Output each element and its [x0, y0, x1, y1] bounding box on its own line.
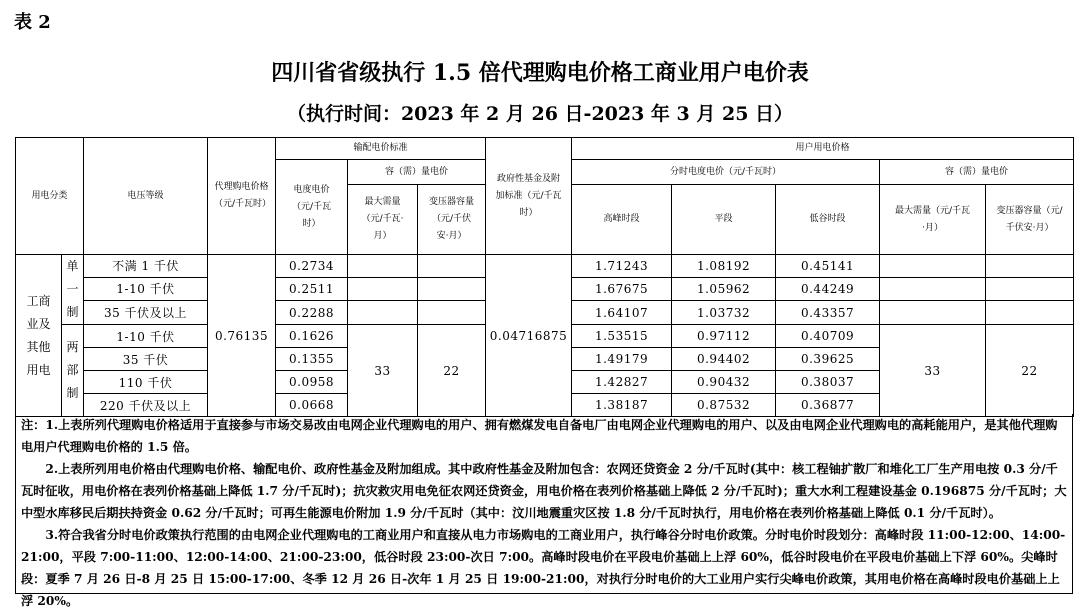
max-demand-value: 33 — [348, 325, 418, 417]
transformer-value: 22 — [418, 325, 486, 417]
energy-price-cell: 0.1355 — [276, 348, 348, 371]
peak-cell: 1.53515 — [572, 325, 672, 348]
agency-price-cell: 0.76135 — [208, 255, 276, 417]
energy-price-cell: 0.0958 — [276, 371, 348, 394]
peak-cell: 1.71243 — [572, 255, 672, 278]
note-1: 注：1.上表所列代理购电价格适用于直接参与市场交易改由电网企业代理购电的用户、拥有燃煤发电自备电厂由电网企业代理购电的用户、以及由电网企业代理购电的高耗能用户，是其他代理购电用户代理购电价格的 1.5 倍。 — [21, 418, 1058, 454]
flat-cell: 0.94402 — [672, 348, 776, 371]
user-max-demand-cell — [880, 277, 986, 301]
valley-cell: 0.38037 — [776, 371, 880, 394]
valley-cell: 0.39625 — [776, 348, 880, 371]
notes-section — [15, 414, 1073, 608]
peak-cell: 1.67675 — [572, 277, 672, 301]
header-user-transformer: 变压器容量（元/千伏安·月） — [986, 185, 1074, 255]
energy-price-cell: 0.1626 — [276, 325, 348, 348]
transformer-cell — [418, 255, 486, 278]
voltage-cell: 110 千伏 — [84, 371, 208, 394]
voltage-cell: 220 千伏及以上 — [84, 394, 208, 417]
user-transformer-cell — [986, 277, 1074, 301]
energy-price-cell: 0.2288 — [276, 301, 348, 325]
voltage-cell: 35 千伏及以上 — [84, 301, 208, 325]
single-system-cell: 单一制 — [62, 255, 84, 325]
page-title: 四川省省级执行 1.5 倍代理购电价格工商业用户电价表 — [271, 60, 809, 86]
peak-cell: 1.49179 — [572, 348, 672, 371]
flat-cell: 1.05962 — [672, 277, 776, 301]
note-2: 2.上表所列用电价格由代理购电价格、输配电价、政府性基金及附加组成。其中政府性基金及附加包含：农网还贷资金 2 分/千瓦时(其中：核工程铀扩散厂和堆化工厂生产用电按 0.3 分/千瓦时征收，用电价格在表列价格基础上降低 1.7 分/千瓦时)；抗灾救灾用电免征农网还贷资金，用电价格在表列价格基础上降低 2 分/千瓦时)；重大水利工程建设基金 0.196875 分/千瓦时；大中型水库移民后期扶持资金 0.62 分/千瓦时；可再生能源电价附加 1.9 分/千瓦时（其中：汶川地震重灾区按 1.8 分/千瓦时执行，用电价格在表列价格基础上降低 0.1 分/千瓦时）。 — [21, 462, 1067, 520]
user-transformer-cell — [986, 301, 1074, 325]
voltage-cell: 35 千伏 — [84, 348, 208, 371]
transformer-cell — [418, 277, 486, 301]
header-transmission: 输配电价标准 — [276, 138, 486, 160]
energy-price-cell: 0.2511 — [276, 277, 348, 301]
header-tou: 分时电度电价（元/千瓦时） — [572, 160, 880, 185]
page-subtitle: （执行时间：2023 年 2 月 26 日-2023 年 3 月 25 日） — [286, 103, 794, 125]
valley-cell: 0.40709 — [776, 325, 880, 348]
header-category: 用电分类 — [16, 138, 84, 255]
flat-cell: 0.90432 — [672, 371, 776, 394]
flat-cell: 1.03732 — [672, 301, 776, 325]
user-transformer-cell — [986, 255, 1074, 278]
header-valley: 低谷时段 — [776, 185, 880, 255]
header-max-demand: 最大需量（元/千瓦·月） — [348, 185, 418, 255]
peak-cell: 1.38187 — [572, 394, 672, 417]
header-flat: 平段 — [672, 185, 776, 255]
header-voltage: 电压等级 — [84, 138, 208, 255]
category-cell: 工商业及其他用电 — [16, 255, 62, 417]
valley-cell: 0.44249 — [776, 277, 880, 301]
fund-cell: 0.04716875 — [486, 255, 572, 417]
voltage-cell: 不满 1 千伏 — [84, 255, 208, 278]
peak-cell: 1.42827 — [572, 371, 672, 394]
header-fund: 政府性基金及附加标准（元/千瓦时） — [486, 138, 572, 255]
table-label: 表 2 — [14, 12, 51, 33]
user-transformer-value: 22 — [986, 325, 1074, 417]
flat-cell: 1.08192 — [672, 255, 776, 278]
header-user-price: 用户用电价格 — [572, 138, 1074, 160]
valley-cell: 0.43357 — [776, 301, 880, 325]
voltage-cell: 1-10 千伏 — [84, 325, 208, 348]
flat-cell: 0.87532 — [672, 394, 776, 417]
transformer-cell — [418, 301, 486, 325]
user-max-demand-value: 33 — [880, 325, 986, 417]
two-part-cell: 两部制 — [62, 325, 84, 417]
max-demand-cell — [348, 255, 418, 278]
energy-price-cell: 0.0668 — [276, 394, 348, 417]
valley-cell: 0.36877 — [776, 394, 880, 417]
valley-cell: 0.45141 — [776, 255, 880, 278]
header-user-max-demand: 最大需量（元/千瓦·月） — [880, 185, 986, 255]
tariff-table — [15, 137, 1074, 417]
header-agency-price: 代理购电价格（元/千瓦时） — [208, 138, 276, 255]
header-transformer: 变压器容量（元/千伏安·月） — [418, 185, 486, 255]
header-peak: 高峰时段 — [572, 185, 672, 255]
peak-cell: 1.64107 — [572, 301, 672, 325]
header-user-capacity: 容（需）量电价 — [880, 160, 1074, 185]
energy-price-cell: 0.2734 — [276, 255, 348, 278]
note-3: 3.符合我省分时电价政策执行范围的由电网企业代理购电的工商业用户和直接从电力市场购电的工商业用户，执行峰谷分时电价政策。分时电价时段划分：高峰时段 11:00-12:00、14:00-21:00，平段 7:00-11:00、12:00-14:00、21:00-23:00，低谷时段 23:00-次日 7:00。高峰时段电价在平段电价基础上上浮 60%，低谷时段电价在平段电价基础上下浮 60%。尖峰时段：夏季 7 月 26 日-8 月 25 日 15:00-17:00、冬季 12 月 26 日-次年 1 月 25 日 19:00-21:00，对执行分时电价的大工业用户实行尖峰电价政策，其用电价格在高峰时段电价基础上上浮 20%。 — [21, 528, 1066, 608]
max-demand-cell — [348, 277, 418, 301]
header-capacity: 容（需）量电价 — [348, 160, 486, 185]
user-max-demand-cell — [880, 301, 986, 325]
user-max-demand-cell — [880, 255, 986, 278]
flat-cell: 0.97112 — [672, 325, 776, 348]
voltage-cell: 1-10 千伏 — [84, 277, 208, 301]
header-energy-price: 电度电价（元/千瓦时） — [276, 160, 348, 255]
max-demand-cell — [348, 301, 418, 325]
